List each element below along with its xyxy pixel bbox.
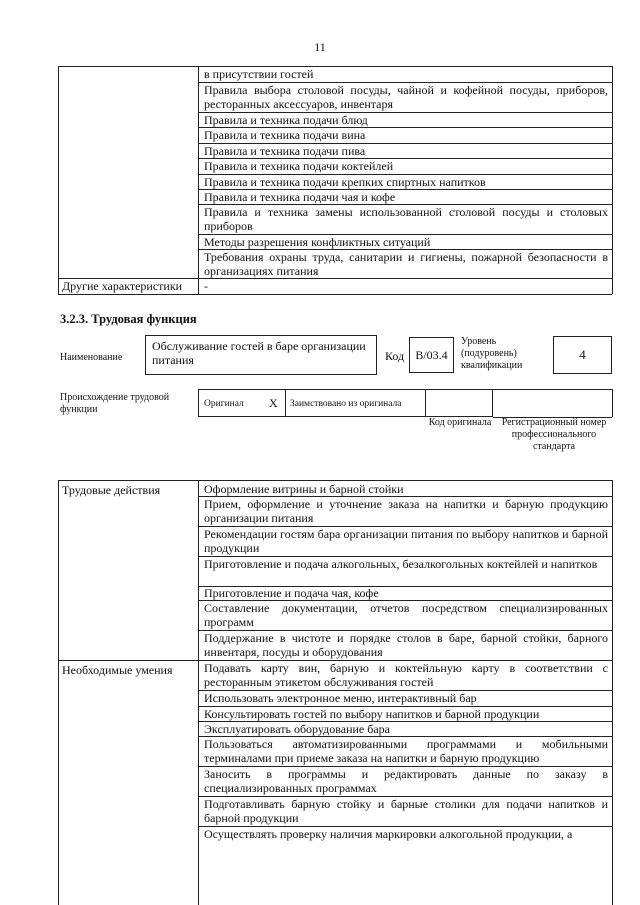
knowledge-row: Правила и техника замены использованной столовой посуды и столовых приборов [204, 205, 608, 233]
labor-action-row: Рекомендации гостям бара организации питания по выбору напитков и барной продукции [204, 527, 608, 555]
labor-action-row: Приготовление и подача алкогольных, безалкогольных коктейлей и напитков [204, 557, 598, 571]
name-box [145, 335, 377, 375]
skill-row: Эксплуатировать оборудование бара [204, 722, 391, 736]
borrowed-label: Заимствовано из оригинала [290, 399, 402, 409]
knowledge-row: Правила выбора столовой посуды, чайной и кофейной посуды, приборов, ресторанных аксессуаров, инвентаря [204, 83, 608, 111]
code-original-caption: Код оригинала [428, 417, 492, 428]
knowledge-row: Правила и техника подачи пива [204, 144, 366, 158]
page-number: 11 [314, 40, 326, 54]
level-value: 4 [553, 336, 612, 374]
knowledge-row: Правила и техника подачи коктейлей [204, 159, 394, 173]
section-heading: 3.2.3. Трудовая функция [60, 312, 197, 326]
code-label: Код [385, 349, 405, 363]
labor-action-row: Прием, оформление и уточнение заказа на напитки и барную продукцию организации питания [204, 497, 608, 525]
labor-action-row: Приготовление и подача чая, кофе [204, 586, 379, 600]
name-value: Обслуживание гостей в баре организации питания [152, 339, 366, 367]
labor-action-row: Оформление витрины и барной стойки [204, 482, 404, 496]
skill-row: Консультировать гостей по выбору напитков и барной продукции [204, 707, 540, 721]
skill-row: Использовать электронное меню, интерактивный бар [204, 691, 477, 705]
name-label: Наименование [60, 352, 123, 363]
knowledge-row: Методы разрешения конфликтных ситуаций [204, 235, 431, 249]
level-label: Уровень (подуровень) квалификации [461, 336, 523, 371]
knowledge-row: Правила и техника подачи чая и кофе [204, 190, 396, 204]
labor-action-row: Составление документации, отчетов посредством специализированных программ [204, 601, 608, 629]
skill-row: Подавать карту вин, барную и коктейльную карту в соответствии с ресторанным этикетом обслуживания гостей [204, 661, 608, 689]
other-characteristics-value: - [204, 279, 208, 293]
registration-number-caption: Регистрационный номер профессионального стандарта [501, 417, 607, 452]
origin-label: Происхождение трудовой функции [60, 392, 170, 415]
skill-row: Осуществлять проверку наличия маркировки алкогольной продукции, а [204, 827, 573, 841]
knowledge-row: Правила и техника подачи блюд [204, 113, 368, 127]
knowledge-row: Правила и техника подачи вина [204, 128, 366, 142]
labor-actions-label: Трудовые действия [62, 483, 161, 497]
other-characteristics-label: Другие характеристики [62, 279, 183, 293]
original-mark: X [269, 396, 278, 410]
knowledge-row: Правила и техника подачи крепких спиртных напитков [204, 175, 486, 189]
code-value: B/03.4 [409, 337, 454, 373]
labor-action-row: Поддержание в чистоте и порядке столов в баре, барной стойки, барного инвентаря, посуды и оборудования [204, 631, 608, 659]
skill-row: Пользоваться автоматизированными программами и мобильными терминалами при приеме заказа на напитки и барную продукцию [204, 737, 608, 765]
skills-label: Необходимые умения [62, 663, 173, 677]
knowledge-row: Требования охраны труда, санитарии и гигиены, пожарной безопасности в организациях питания [204, 250, 608, 278]
original-label: Оригинал [204, 399, 244, 409]
skill-row: Заносить в программы и редактировать данные по заказу в специализированных программах [204, 767, 608, 795]
skill-row: Подготавливать барную стойку и барные столики для подачи напитков и барной продукции [204, 797, 608, 825]
knowledge-row: в присутствии гостей [204, 67, 314, 81]
